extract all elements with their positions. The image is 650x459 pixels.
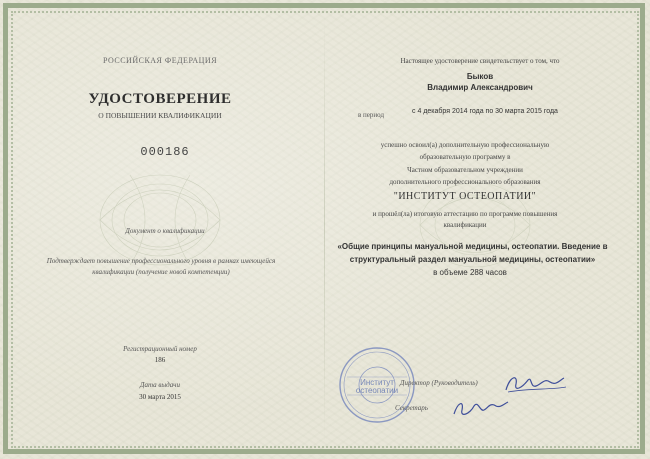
issue-date-value: 30 марта 2015 [139,393,181,401]
program-text-line: Частном образовательном учреждении [407,166,523,174]
holder-surname: Быков [466,72,494,81]
svg-text:остеопатии: остеопатии [355,386,399,395]
attestation-text-line: квалификации [443,221,487,229]
director-signature-label: Директор (Руководитель) [400,379,478,387]
course-title-line: структуральный раздел мануальной медицины, остеопатии» [349,255,596,264]
study-period: с 4 декабря 2014 года по 30 марта 2015 года [412,108,558,115]
confirmation-text: Подтверждает повышение профессионального уровня в рамках имеющейся квалификации (получение новой компетенции) [46,257,276,276]
course-hours: в объеме 288 часов [433,268,507,277]
document-subtitle: О ПОВЫШЕНИИ КВАЛИФИКАЦИИ [98,111,222,120]
intro-text: Настоящее удостоверение свидетельствует о том, что [400,57,560,65]
course-title-line: «Общие принципы мануальной медицины, остеопатии. Введение в [337,242,608,251]
page-fold-divider [324,14,325,444]
director-signature [500,370,570,398]
period-label: в период [358,111,385,119]
program-text-line: успешно освоил(а) дополнительную профессиональную [380,141,550,149]
country-label: РОССИЙСКАЯ ФЕДЕРАЦИЯ [102,56,218,65]
secretary-signature [450,396,510,422]
document-type-label: Документ о квалификации [125,227,205,235]
program-text-line: дополнительного профессионального образования [389,178,541,186]
registration-number-value: 186 [154,356,166,364]
secretary-signature-label: Секретарь [395,404,428,412]
certificate-serial-number: 000186 [140,145,190,159]
document-title: УДОСТОВЕРЕНИЕ [88,91,232,107]
registration-number-label: Регистрационный номер [123,345,197,353]
svg-text:Институт: Институт [360,378,394,387]
attestation-text-line: и прошёл(ла) итоговую аттестацию по программе повышения [372,210,558,218]
issue-date-label: Дата выдачи [140,381,180,389]
program-text-line: образовательную программу в [419,153,511,161]
institution-name: "ИНСТИТУТ ОСТЕОПАТИИ" [393,191,537,202]
holder-given-names: Владимир Александрович [427,83,533,92]
